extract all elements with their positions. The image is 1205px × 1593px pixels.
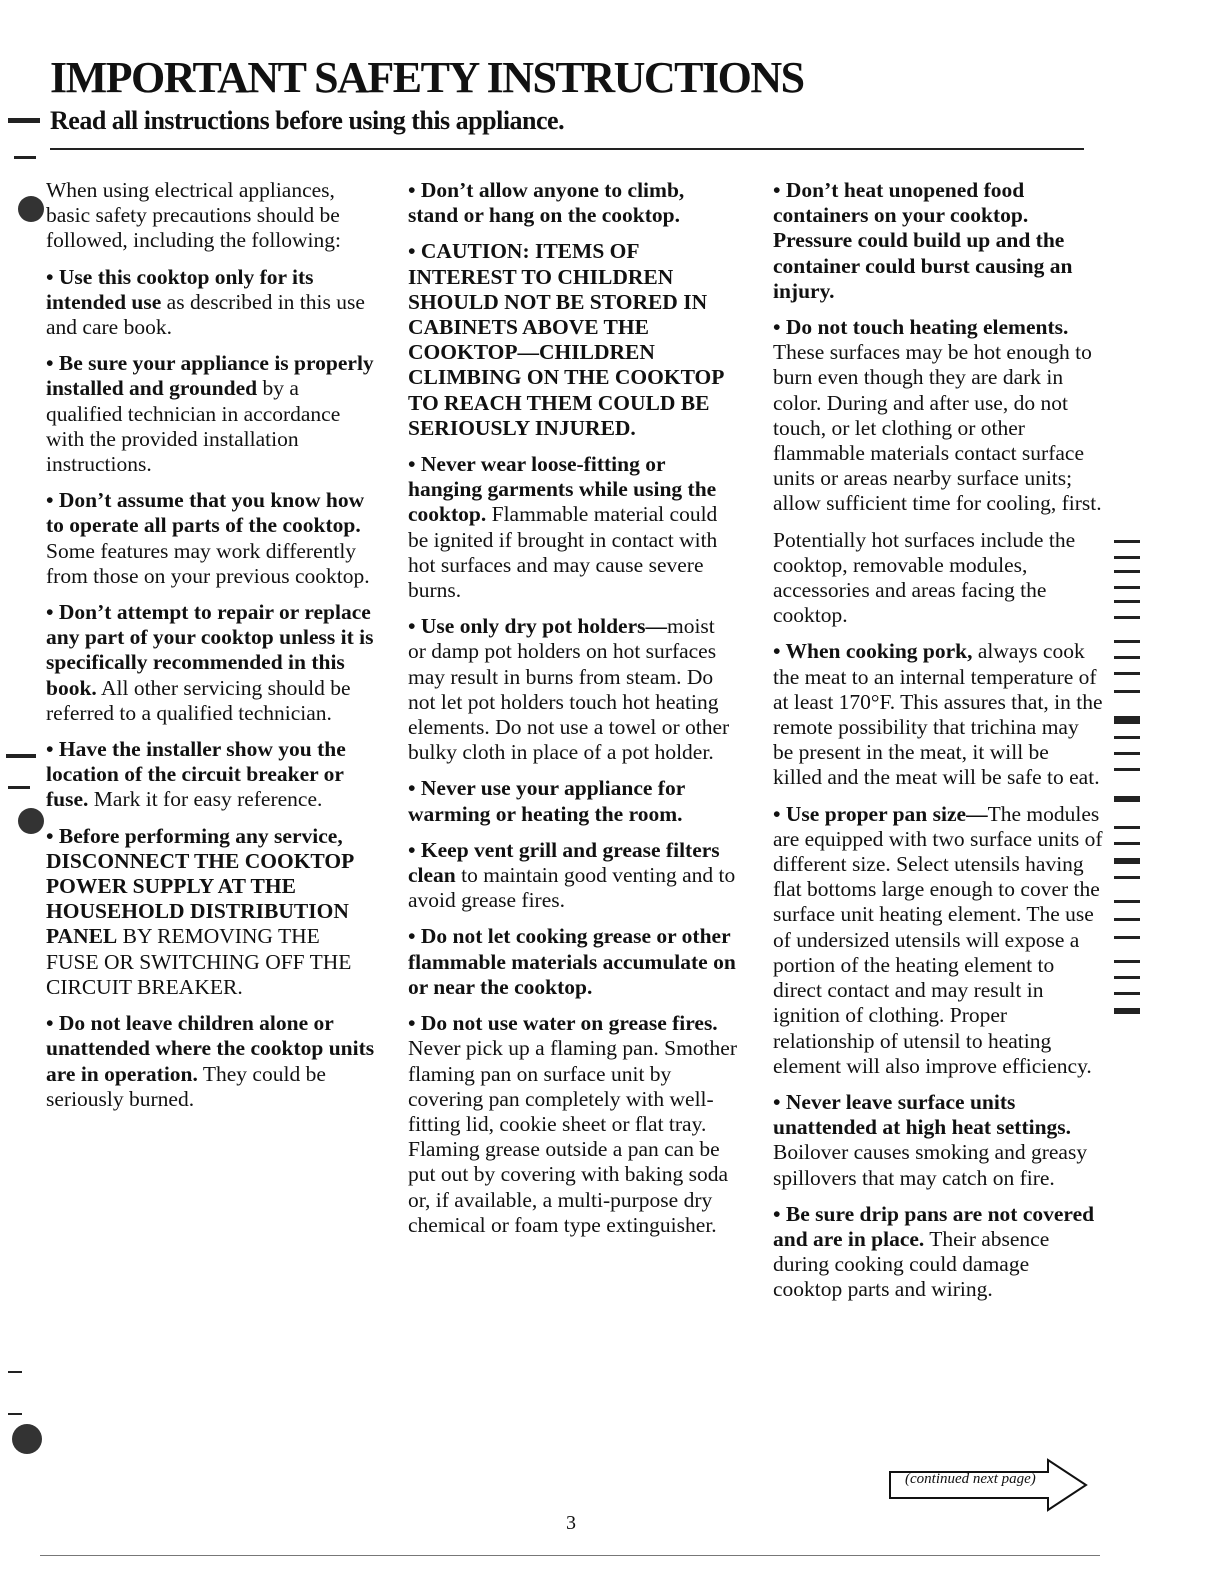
scan-mark bbox=[8, 1371, 22, 1373]
instruction-item: • Don’t attempt to repair or replace any part of your cooktop unless it is specifically recommended in this book. All other servicing should be referred to a qualified technician. bbox=[46, 600, 374, 725]
caution-item: • CAUTION: ITEMS OF INTEREST TO CHILDREN SHOULD NOT BE STORED IN CABINETS ABOVE THE COOKTOP—CHILDREN CLIMBING ON THE COOKTOP TO REACH THEM COULD BE SERIOUSLY INJURED. bbox=[408, 239, 724, 440]
scan-mark bbox=[8, 1413, 22, 1415]
instruction-item: • Don’t heat unopened food containers on your cooktop. Pressure could build up and the container could burst causing an injury. bbox=[773, 178, 1073, 303]
instruction-item: • Do not use water on grease fires. Never pick up a flaming pan. Smother flaming pan on surface unit by covering pan completely with well-fitting lid, cookie sheet or flat tray. Flaming grease outside a pan can be put out by covering with baking soda or, if available, a multi-purpose dry chemical or foam type extinguisher. bbox=[408, 1011, 737, 1237]
scan-mark bbox=[8, 786, 30, 789]
instruction-item: • Use this cooktop only for its intended use as described in this use and care book. bbox=[46, 264, 365, 340]
potential-surfaces-paragraph: Potentially hot surfaces include the cooktop, removable modules, accessories and areas facing the cooktop. bbox=[773, 527, 1076, 628]
scan-mark bbox=[6, 754, 36, 758]
page-subtitle: Read all instructions before using this appliance. bbox=[50, 106, 565, 135]
instruction-item: • Do not leave children alone or unattended where the cooktop units are in operation. They could be seriously burned. bbox=[46, 1011, 375, 1111]
edge-mark bbox=[1114, 992, 1140, 995]
instruction-item: • Be sure drip pans are not covered and are in place. Their absence during cooking could damage cooktop parts and wiring. bbox=[773, 1201, 1095, 1302]
column-1 bbox=[46, 178, 376, 1123]
edge-mark bbox=[1114, 736, 1140, 739]
edge-mark bbox=[1114, 936, 1140, 939]
edge-mark bbox=[1114, 900, 1140, 903]
edge-mark bbox=[1114, 616, 1140, 619]
continued-label: (continued next page) bbox=[905, 1471, 1036, 1487]
edge-mark bbox=[1114, 656, 1140, 659]
column-2 bbox=[408, 178, 738, 1249]
edge-mark bbox=[1114, 540, 1140, 543]
header-rule bbox=[50, 148, 1084, 150]
scan-mark bbox=[8, 118, 40, 123]
edge-mark bbox=[1114, 752, 1140, 755]
edge-mark bbox=[1114, 960, 1140, 963]
instruction-item: • Do not touch heating elements. These surfaces may be hot enough to burn even though they are dark in color. During and after use, do not touch, or let clothing or other flammable materials contact surface units or areas nearby surface units; allow sufficient time for cooling, first. bbox=[773, 315, 1102, 516]
binder-hole-mark bbox=[12, 1424, 42, 1454]
binder-hole-mark bbox=[18, 196, 44, 222]
edge-mark bbox=[1114, 768, 1140, 771]
instruction-item: • Use only dry pot holders—moist or damp pot holders on hot surfaces may result in burns from steam. Do not let pot holders touch hot heating elements. Do not use a towel or other bulky cloth in place of a pot holder. bbox=[408, 614, 730, 765]
edge-mark bbox=[1114, 826, 1140, 829]
edge-mark bbox=[1114, 716, 1140, 724]
instruction-item: • Have the installer show you the location of the circuit breaker or fuse. Mark it for easy reference. bbox=[46, 737, 346, 812]
instruction-item: • Do not let cooking grease or other flammable materials accumulate on or near the cooktop. bbox=[408, 924, 736, 999]
instruction-item: • Never use your appliance for warming or heating the room. bbox=[408, 776, 685, 826]
edge-mark bbox=[1114, 858, 1140, 864]
edge-mark bbox=[1114, 876, 1140, 879]
instruction-item: • Keep vent grill and grease filters clean to maintain good venting and to avoid grease fires. bbox=[408, 837, 736, 913]
edge-mark bbox=[1114, 640, 1140, 643]
instruction-item: • When cooking pork, always cook the meat to an internal temperature of at least 170°F. This assures that, in the remote possibility that trichina may be present in the meat, it will be killed and the meat will be safe to eat. bbox=[773, 639, 1103, 790]
binder-hole-mark bbox=[18, 808, 44, 834]
edge-mark bbox=[1114, 796, 1140, 802]
edge-mark bbox=[1114, 1008, 1140, 1014]
edge-mark bbox=[1114, 600, 1140, 603]
instruction-item: • Use proper pan size—The modules are equipped with two surface units of different size. Select utensils having flat bottoms large enough to cover the surface unit heating element. The use of undersized utensils will expose a portion of the heating element to direct contact and may result in ignition of clothing. Proper relationship of utensil to heating element will also improve efficiency. bbox=[773, 801, 1103, 1078]
page-number: 3 bbox=[566, 1512, 576, 1534]
column-3 bbox=[773, 178, 1103, 1314]
bottom-rule bbox=[40, 1555, 1100, 1556]
instruction-item: • Never wear loose-fitting or hanging garments while using the cooktop. Flammable material could be ignited if brought in contact with hot surfaces and may cause severe burns. bbox=[408, 452, 718, 603]
edge-mark bbox=[1114, 672, 1140, 675]
edge-mark bbox=[1114, 690, 1140, 693]
scan-mark bbox=[14, 156, 36, 159]
edge-mark bbox=[1114, 918, 1140, 921]
instruction-item: • Be sure your appliance is properly installed and grounded by a qualified technician in accordance with the provided installation instructions. bbox=[46, 351, 374, 477]
edge-mark bbox=[1114, 976, 1140, 979]
instruction-item: • Don’t allow anyone to climb, stand or hang on the cooktop. bbox=[408, 178, 685, 228]
instruction-item: • Don’t assume that you know how to operate all parts of the cooktop. Some features may work differently from those on your previous cooktop. bbox=[46, 488, 370, 588]
edge-mark bbox=[1114, 570, 1140, 573]
page-title: IMPORTANT SAFETY INSTRUCTIONS bbox=[50, 53, 804, 102]
intro-paragraph: When using electrical appliances, basic safety precautions should be followed, including the following: bbox=[46, 178, 341, 253]
edge-mark bbox=[1114, 586, 1140, 589]
edge-mark bbox=[1114, 842, 1140, 845]
edge-mark bbox=[1114, 556, 1140, 559]
instruction-item: • Never leave surface units unattended at high heat settings. Boilover causes smoking and greasy spillovers that may catch on fire. bbox=[773, 1089, 1088, 1190]
instruction-item: • Before performing any service, DISCONNECT THE COOKTOP POWER SUPPLY AT THE HOUSEHOLD DISTRIBUTION PANEL BY REMOVING THE FUSE OR SWITCHING OFF THE CIRCUIT BREAKER. bbox=[46, 823, 354, 999]
